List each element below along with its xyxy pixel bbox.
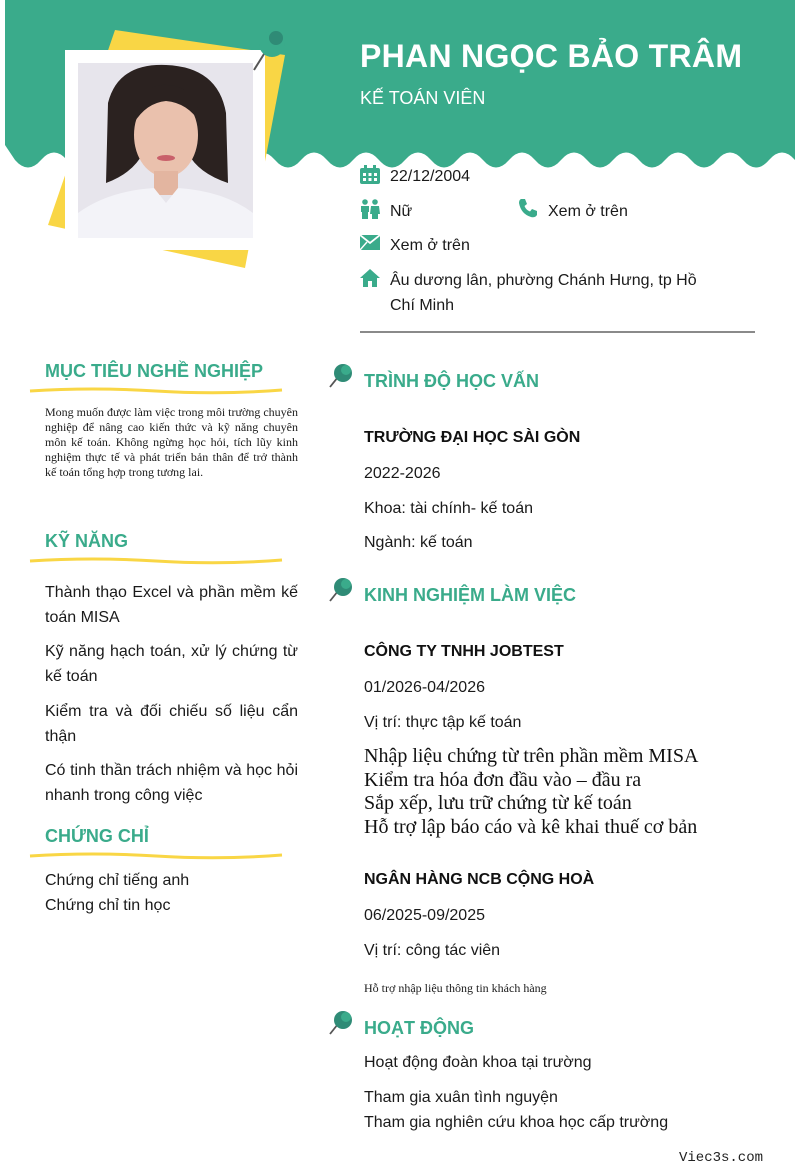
job-duties <box>364 745 698 839</box>
candidate-name: PHAN NGỌC BẢO TRÂM <box>360 38 743 74</box>
certs-heading: CHỨNG CHỈ <box>45 826 149 846</box>
objective-heading: MỤC TIÊU NGHỀ NGHIỆP <box>45 361 264 381</box>
duty-item: Nhập liệu chứng từ trên phần mềm MISA <box>364 745 699 767</box>
certs-underline <box>28 851 284 861</box>
profile-photo <box>78 63 253 238</box>
pin-icon <box>328 575 356 603</box>
job-period: 06/2025-09/2025 <box>364 907 485 924</box>
duty-item: Kiểm tra hóa đơn đầu vào – đầu ra <box>364 768 642 791</box>
skills-heading: KỸ NĂNG <box>45 531 129 551</box>
activity-item: Tham gia xuân tình nguyện <box>364 1089 558 1106</box>
watermark: Viec3s.com <box>678 1150 763 1166</box>
education-major: Ngành: kế toán <box>364 534 473 551</box>
phone-icon <box>518 198 538 218</box>
education-heading: TRÌNH ĐỘ HỌC VẤN <box>364 371 539 391</box>
pin-icon <box>328 361 356 389</box>
birthday: 22/12/2004 <box>390 168 471 185</box>
education-period: 2022-2026 <box>364 465 441 482</box>
skill-item: Kỹ năng hạch toán, xử lý chứng từ kế toán <box>45 643 298 685</box>
job-period: 01/2026-04/2026 <box>364 679 485 696</box>
job-position: Vị trí: thực tập kế toán <box>364 714 522 731</box>
activities-heading: HOẠT ĐỘNG <box>364 1018 474 1038</box>
education-faculty: Khoa: tài chính- kế toán <box>364 500 533 517</box>
email[interactable]: Xem ở trên <box>390 237 470 254</box>
duty-item: Hỗ trợ nhập liệu thông tin khách hàng <box>364 981 547 995</box>
experience-heading: KINH NGHIỆM LÀM VIỆC <box>364 585 577 605</box>
email-icon <box>360 235 380 250</box>
cert-item: Chứng chỉ tin học <box>45 897 171 914</box>
objective-underline <box>28 386 284 396</box>
skills-underline <box>28 556 284 566</box>
duty-item: Hỗ trợ lập báo cáo và kê khai thuế cơ bản <box>364 815 698 838</box>
header-divider <box>360 331 755 333</box>
address-line-2: Chí Minh <box>390 297 455 314</box>
objective-text: Mong muốn được làm việc trong môi trường chuyên nghiệp để nâng cao kiến thức và kỹ năng chuyên môn kế toán. Không ngừng học hỏi, tích lũy kinh nghiệm thực tế và phát triển bản thân để trở thành kế toán tổng hợp trong tương lai. <box>45 405 298 479</box>
gender-icon <box>360 199 380 219</box>
duty-item: Sắp xếp, lưu trữ chứng từ kế toán <box>364 792 632 814</box>
address <box>390 268 730 318</box>
activity-item: Hoạt động đoàn khoa tại trường <box>364 1054 592 1071</box>
school-name: TRƯỜNG ĐẠI HỌC SÀI GÒN <box>364 429 581 446</box>
address-line-1: Âu dương lân, phường Chánh Hưng, tp Hồ <box>390 272 697 289</box>
job-title: KẾ TOÁN VIÊN <box>360 88 486 108</box>
pin-icon <box>328 1008 356 1036</box>
skill-item: Kiểm tra và đối chiếu số liệu cẩn thận <box>45 703 298 745</box>
calendar-icon <box>360 165 380 184</box>
cert-item: Chứng chỉ tiếng anh <box>45 872 190 889</box>
skill-item: Có tinh thần trách nhiệm và học hỏi nhanh trong công việc <box>45 762 298 804</box>
pin-icon <box>250 24 292 74</box>
home-icon <box>360 269 380 287</box>
skill-item: Thành thạo Excel và phần mềm kế toán MISA <box>45 584 298 626</box>
phone[interactable]: Xem ở trên <box>548 203 628 220</box>
gender: Nữ <box>390 203 413 220</box>
company-name: CÔNG TY TNHH JOBTEST <box>364 643 564 660</box>
activity-item: Tham gia nghiên cứu khoa học cấp trường <box>364 1114 669 1131</box>
job-position: Vị trí: công tác viên <box>364 942 501 959</box>
company-name: NGÂN HÀNG NCB CỘNG HOÀ <box>364 871 595 888</box>
